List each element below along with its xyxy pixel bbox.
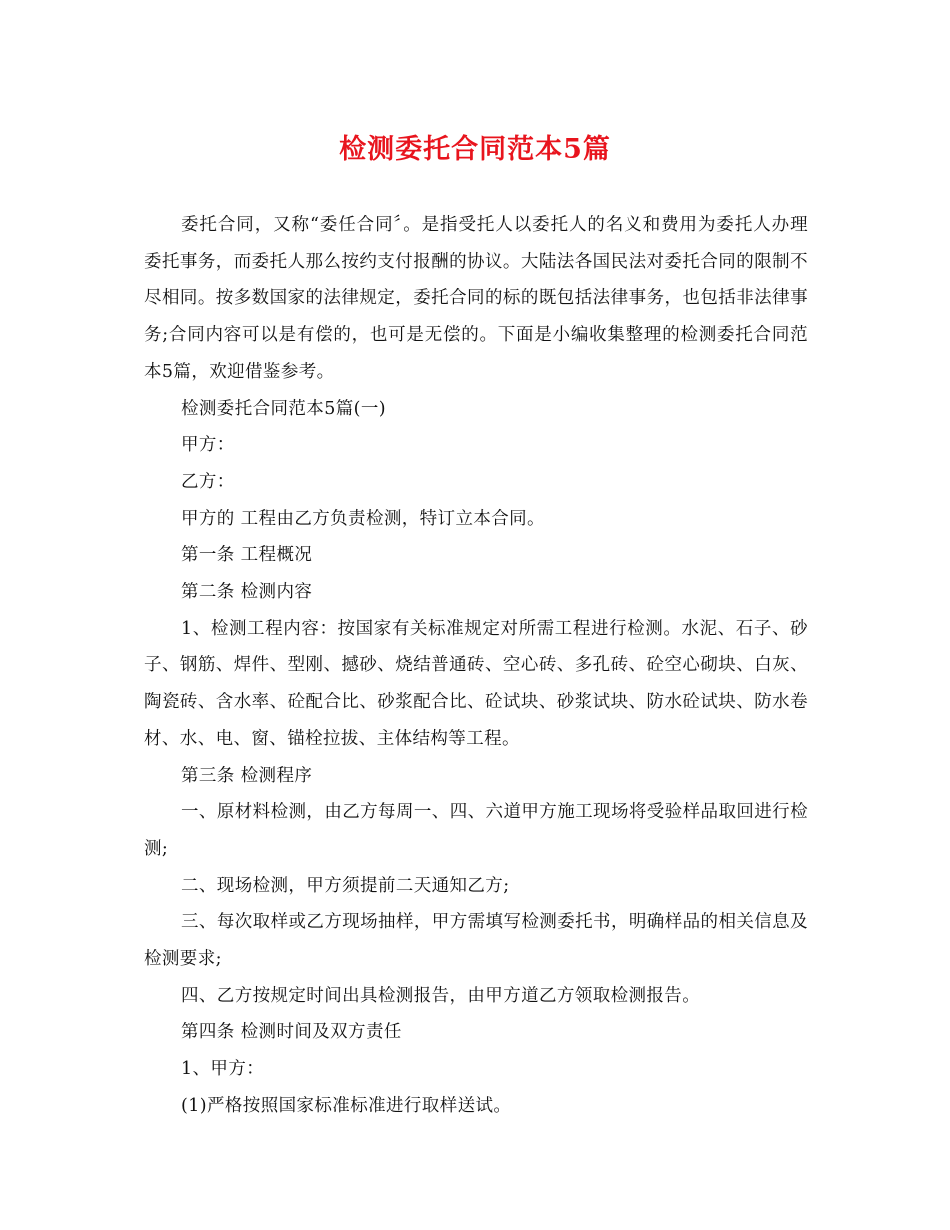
- article-3-heading: 第三条 检测程序: [181, 765, 313, 786]
- article-2-item-1: 1、检测工程内容：按国家有关标准规定对所需工程进行检测。水泥、石子、砂子、钢筋、焊件、型刚、撼砂、烧结普通砖、空心砖、多孔砖、砼空心砌块、白灰、陶瓷砖、含水率、砼配合比、砂浆配合比、砼试块、砂浆试块、防水砼试块、防水卷材、水、电、窗、锚栓拉拔、主体结构等工程。: [144, 618, 808, 749]
- article-4-party-a: 1、甲方：: [181, 1059, 265, 1080]
- article-3-item-1: 一、原材料检测，由乙方每周一、四、六道甲方施工现场将受验样品取回进行检测;: [144, 802, 808, 859]
- article-3-item-3: 三、每次取样或乙方现场抽样，甲方需填写检测委托书，明确样品的相关信息及检测要求;: [144, 912, 808, 970]
- document-title: 检测委托合同范本5篇: [339, 134, 611, 165]
- article-1-heading: 第一条 工程概况: [181, 545, 313, 566]
- contract-preamble: 甲方的 工程由乙方负责检测，特订立本合同。: [181, 508, 545, 529]
- document-body: [144, 207, 808, 1125]
- article-4-party-a-item-1: (1)严格按照国家标准标准进行取样送试。: [181, 1095, 512, 1116]
- party-a-line: 甲方：: [181, 435, 235, 456]
- article-2-heading: 第二条 检测内容: [181, 582, 313, 603]
- article-4-heading: 第四条 检测时间及双方责任: [181, 1022, 402, 1043]
- intro-paragraph: 委托合同，又称“委任合同〞。是指受托人以委托人的名义和费用为委托人办理委托事务，而委托人那么按约支付报酬的协议。大陆法各国民法对委托合同的限制不尽相同。按多数国家的法律规定，委托合同的标的既包括法律事务，也包括非法律事务;合同内容可以是有偿的，也可是无偿的。下面是小编收集整理的检测委托合同范本5篇，欢迎借鉴参考。: [144, 215, 808, 382]
- party-b-line: 乙方：: [181, 471, 235, 492]
- article-3-item-2: 二、现场检测，甲方须提前二天通知乙方;: [181, 875, 510, 896]
- section-heading-contract-1: 检测委托合同范本5篇(一): [181, 398, 386, 419]
- article-3-item-4: 四、乙方按规定时间出具检测报告，由甲方道乙方领取检测报告。: [181, 985, 701, 1006]
